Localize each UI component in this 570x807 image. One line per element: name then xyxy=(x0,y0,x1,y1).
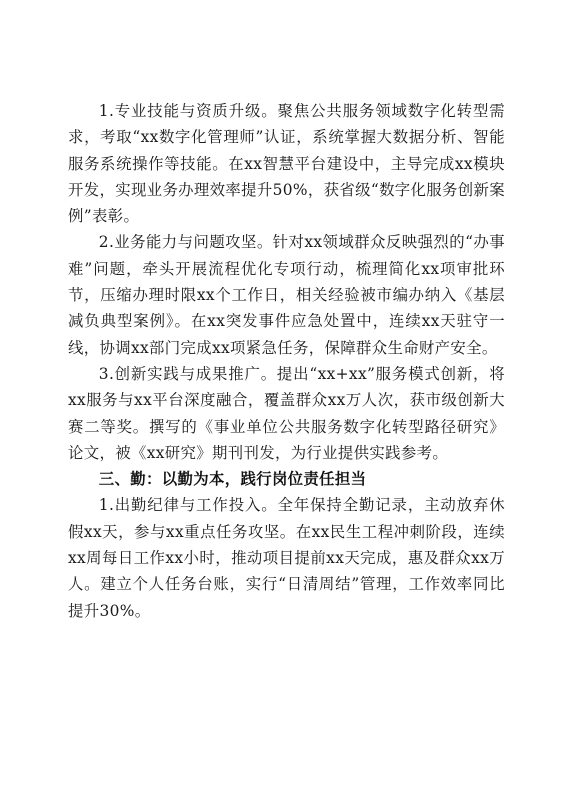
document-body xyxy=(68,98,505,624)
paragraph-attendance-discipline: 1.出勤纪律与工作投入。全年保持全勤记录，主动放弃休假xx天，参与xx重点任务攻坚。在xx民生工程冲刺阶段，连续xx周每日工作xx小时，推动项目提前xx天完成，惠及群众xx万人。建立个人任务台账，实行“日清周结”管理，工作效率同比提升30%。 xyxy=(68,496,505,620)
section-heading-diligence: 三、勤：以勤为本，践行岗位责任担当 xyxy=(98,470,367,489)
paragraph-business-ability: 2.业务能力与问题攻坚。针对xx领域群众反映强烈的“办事难”问题，牵头开展流程优化专项行动，梳理简化xx项审批环节，压缩办理时限xx个工作日，相关经验被市编办纳入《基层减负典型案例》。在xx突发事件应急处置中，连续xx天驻守一线，协调xx部门完成xx项紧急任务，保障群众生命财产安全。 xyxy=(68,233,505,357)
paragraph-innovation-practice: 3.创新实践与成果推广。提出“xx+xx”服务模式创新，将xx服务与xx平台深度融合，覆盖群众xx万人次，获市级创新大赛二等奖。撰写的《事业单位公共服务数字化转型路径研究》论文，被《xx研究》期刊刊发，为行业提供实践参考。 xyxy=(68,364,505,462)
paragraph-professional-skills: 1.专业技能与资质升级。聚焦公共服务领域数字化转型需求，考取“xx数字化管理师”认证，系统掌握大数据分析、智能服务系统操作等技能。在xx智慧平台建设中，主导完成xx模块开发，实现业务办理效率提升50%，获省级“数字化服务创新案例”表彰。 xyxy=(68,102,505,226)
